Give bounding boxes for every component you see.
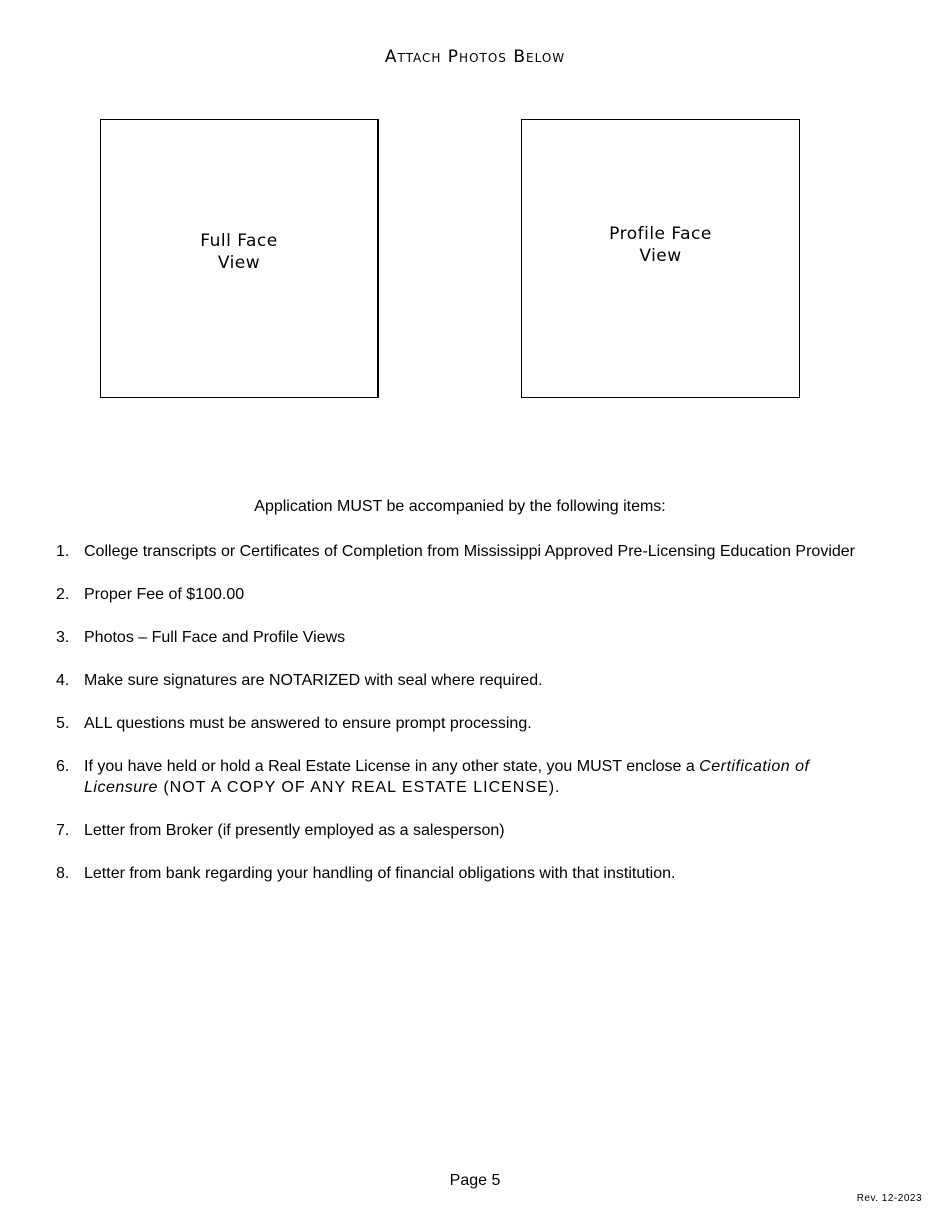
- list-item: [56, 627, 886, 648]
- list-item: [56, 713, 886, 734]
- list-item-number: 7.: [56, 822, 70, 839]
- list-item: [56, 584, 886, 605]
- page-number: Page 5: [449, 1172, 501, 1189]
- list-item-number: 8.: [56, 865, 70, 882]
- list-item-number: 6.: [56, 758, 70, 775]
- list-item: [56, 756, 886, 798]
- list-item-number: 1.: [56, 543, 70, 560]
- list-item: [56, 863, 886, 884]
- profile-face-label: [522, 223, 799, 267]
- profile-face-label-line2: View: [639, 246, 682, 266]
- list-item-text: Photos – Full Face and Profile Views: [84, 629, 346, 646]
- full-face-label: [101, 230, 377, 274]
- requirements-list: [56, 541, 886, 906]
- list-item: [56, 820, 886, 841]
- list-item-text-after: (NOT A COPY OF ANY REAL ESTATE LICENSE).: [157, 779, 561, 796]
- revision-label: Rev. 12-2023: [856, 1193, 922, 1204]
- list-item-number: 5.: [56, 715, 70, 732]
- page-heading: Attach Photos Below: [384, 47, 566, 67]
- full-face-label-line2: View: [217, 253, 261, 273]
- list-item-text: Letter from bank regarding your handling of financial obligations with that institution.: [84, 865, 676, 882]
- full-face-label-line1: Full Face: [200, 231, 278, 251]
- list-item-text: ALL questions must be answered to ensure prompt processing.: [84, 715, 532, 732]
- list-item: [56, 670, 886, 691]
- profile-face-photo-box[interactable]: [521, 119, 800, 398]
- list-item-number: 3.: [56, 629, 70, 646]
- profile-face-label-line1: Profile Face: [609, 224, 712, 244]
- list-item-number: 2.: [56, 586, 70, 603]
- requirements-intro: Application MUST be accompanied by the following items:: [254, 498, 666, 515]
- list-item-text: Letter from Broker (if presently employed as a salesperson): [84, 822, 505, 839]
- full-face-photo-box[interactable]: [100, 119, 379, 398]
- list-item-text: Make sure signatures are NOTARIZED with seal where required.: [84, 672, 543, 689]
- list-item-text: College transcripts or Certificates of Completion from Mississippi Approved Pre-Licensing Education Provider: [84, 543, 855, 560]
- list-item: [56, 541, 886, 562]
- list-item-text-italic: Certification of Licensure: [84, 758, 810, 796]
- list-item-text-before: If you have held or hold a Real Estate License in any other state, you MUST enclose a: [84, 758, 700, 775]
- list-item-number: 4.: [56, 672, 70, 689]
- list-item-text: Proper Fee of $100.00: [84, 586, 245, 603]
- list-item-text: [84, 756, 886, 798]
